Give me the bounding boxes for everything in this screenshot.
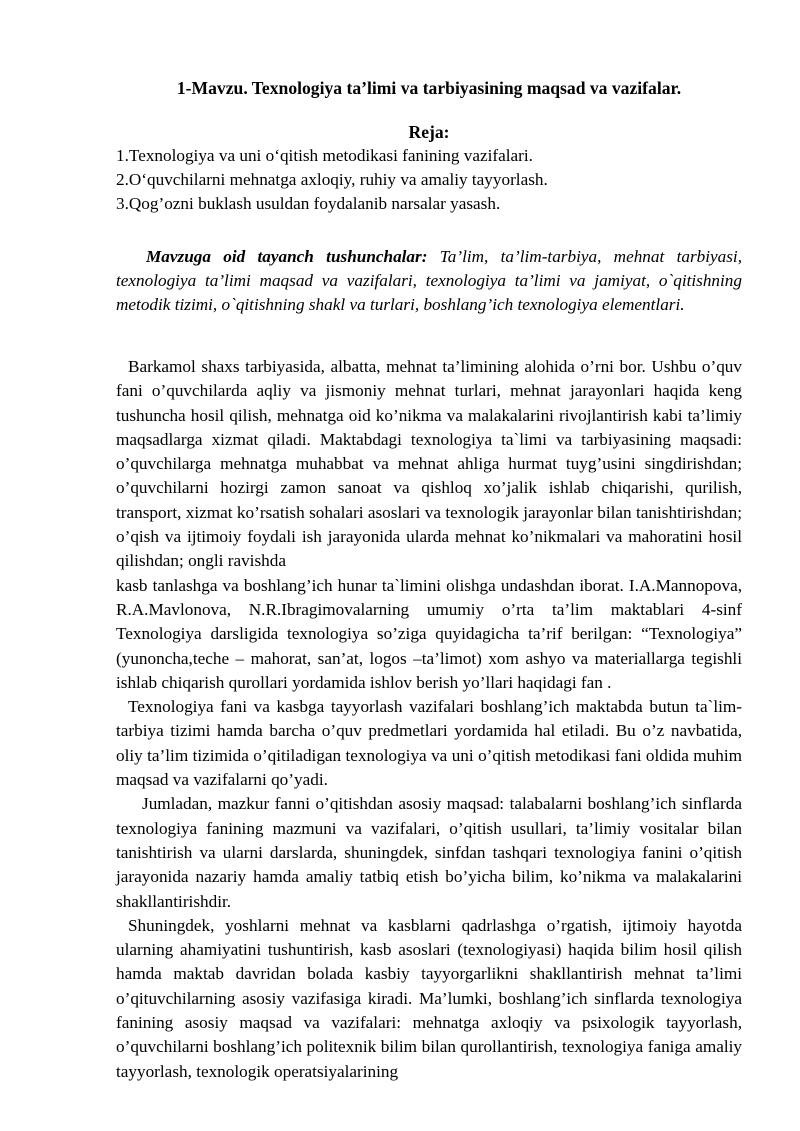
plan-heading: Reja: bbox=[408, 122, 450, 142]
body-text bbox=[116, 355, 742, 1084]
body-paragraph: Texnologiya fani va kasbga tayyorlash vazifalari boshlang’ich maktabda butun ta`lim-tarbiya tizimi hamda barcha o’quv predmetlari yordamida hal etiladi. Bu o’z navbatida, oliy ta’lim tizimida o’qitiladigan texnologiya va uni o’qitish metodikasi fani oldida muhim maqsad va vazifalarni qo’yadi. bbox=[116, 697, 742, 790]
key-terms-paragraph bbox=[116, 245, 742, 317]
plan-item: 1.Texnologiya va uni o‘qitish metodikasi fanining vazifalari. bbox=[116, 146, 533, 165]
plan-list bbox=[116, 144, 776, 216]
key-terms-label: Mavzuga oid tayanch tushunchalar: bbox=[146, 247, 428, 266]
body-paragraph: Jumladan, mazkur fanni o’qitishdan asosiy maqsad: talabalarni boshlang’ich sinflarda texnologiya fanining mazmuni va vazifalari, o’qitish usullari, ta’limiy vositalar bilan tanishtirish va ularni darslarda, shuningdek, sinfdan tashqari texnologiya fanini o’qitish jarayonida nazariy hamda amaliy tatbiq etish bo’yicha bilim, ko’nikma va malakalarini shakllantirishdir. bbox=[116, 794, 742, 911]
body-paragraph: kasb tanlashga va boshlang’ich hunar ta`limini olishga undashdan iborat. I.A.Mannopova, R.A.Mavlonova, N.R.Ibragimovalarning umumiy o’rta ta’lim maktablari 4-sinf Texnologiya darsligida texnologiya so’ziga quyidagicha ta’rif berilgan: “Texnologiya” (yunoncha,teche – mahorat, san’at, logos –ta’limot) xom ashyo va materiallarga tegishli ishlab chiqarish qurollari yordamida ishlov berish yo’llari haqidagi fan . bbox=[116, 575, 742, 692]
key-terms-text: Ta’lim, ta’lim-tarbiya, mehnat tarbiyasi, texnologiya ta’limi maqsad va vazifalari, texnologiya ta’limi va jamiyat, o`qitishning metodik tizimi, o`qitishning shakl va turlari, boshlang’ich texnologiya elementlari. bbox=[116, 247, 742, 314]
plan-item: 2.O‘quvchilarni mehnatga axloqiy, ruhiy va amaliy tayyorlash. bbox=[116, 170, 548, 189]
body-paragraph: Barkamol shaxs tarbiyasida, albatta, mehnat ta’limining alohida o’rni bor. Ushbu o’quv fani o’quvchilarda aqliy va jismoniy mehnat turlari, mehnat jarayonlari haqida keng tushuncha hosil qilish, mehnatga oid ko’nikma va malakalarini rivojlantirish kabi ta’limiy maqsadlarga xizmat qiladi. Maktabdagi texnologiya ta`limi va tarbiyasining maqsadi: o’quvchilarga mehnatga muhabbat va mehnat ahliga hurmat tuyg’usini singdirishdan; o’quvchilarni hozirgi zamon sanoat va qishloq xo’jalik ishlab chiqarishi, qurilish, transport, xizmat ko’rsatish sohalari asoslari va texnologik jarayonlar bilan tanishtirishdan; o’qish va ijtimoiy foydali ish jarayonida ularda mehnat ko’nikmalari va mahoratini hosil qilishdan; ongli ravishda bbox=[116, 357, 742, 571]
plan-item: 3.Qog’ozni buklash usuldan foydalanib narsalar yasash. bbox=[116, 194, 501, 213]
topic-title: 1-Mavzu. Texnologiya ta’limi va tarbiyasining maqsad va vazifalar. bbox=[176, 78, 682, 98]
body-paragraph: Shuningdek, yoshlarni mehnat va kasblarni qadrlashga o’rgatish, ijtimoiy hayotda ularning ahamiyatini tushuntirish, kasb asoslari (texnologiyasi) haqida bilim hosil qilish hamda maktab davridan bolada kasbiy tayyorgarlikni shakllantirish mehnat ta’limi o’qituvchilarning asosiy vazifasiga kiradi. Ma’lumki, boshlang’ich sinflarda texnologiya fanining asosiy maqsad va vazifalari: mehnatga axloqiy va psixologik tayyorlash, o’quvchilarni boshlang’ich politexnik bilim bilan qurollantirish, texnologiya faniga amaliy tayyorlash, texnologik operatsiyalarining bbox=[116, 915, 742, 1081]
